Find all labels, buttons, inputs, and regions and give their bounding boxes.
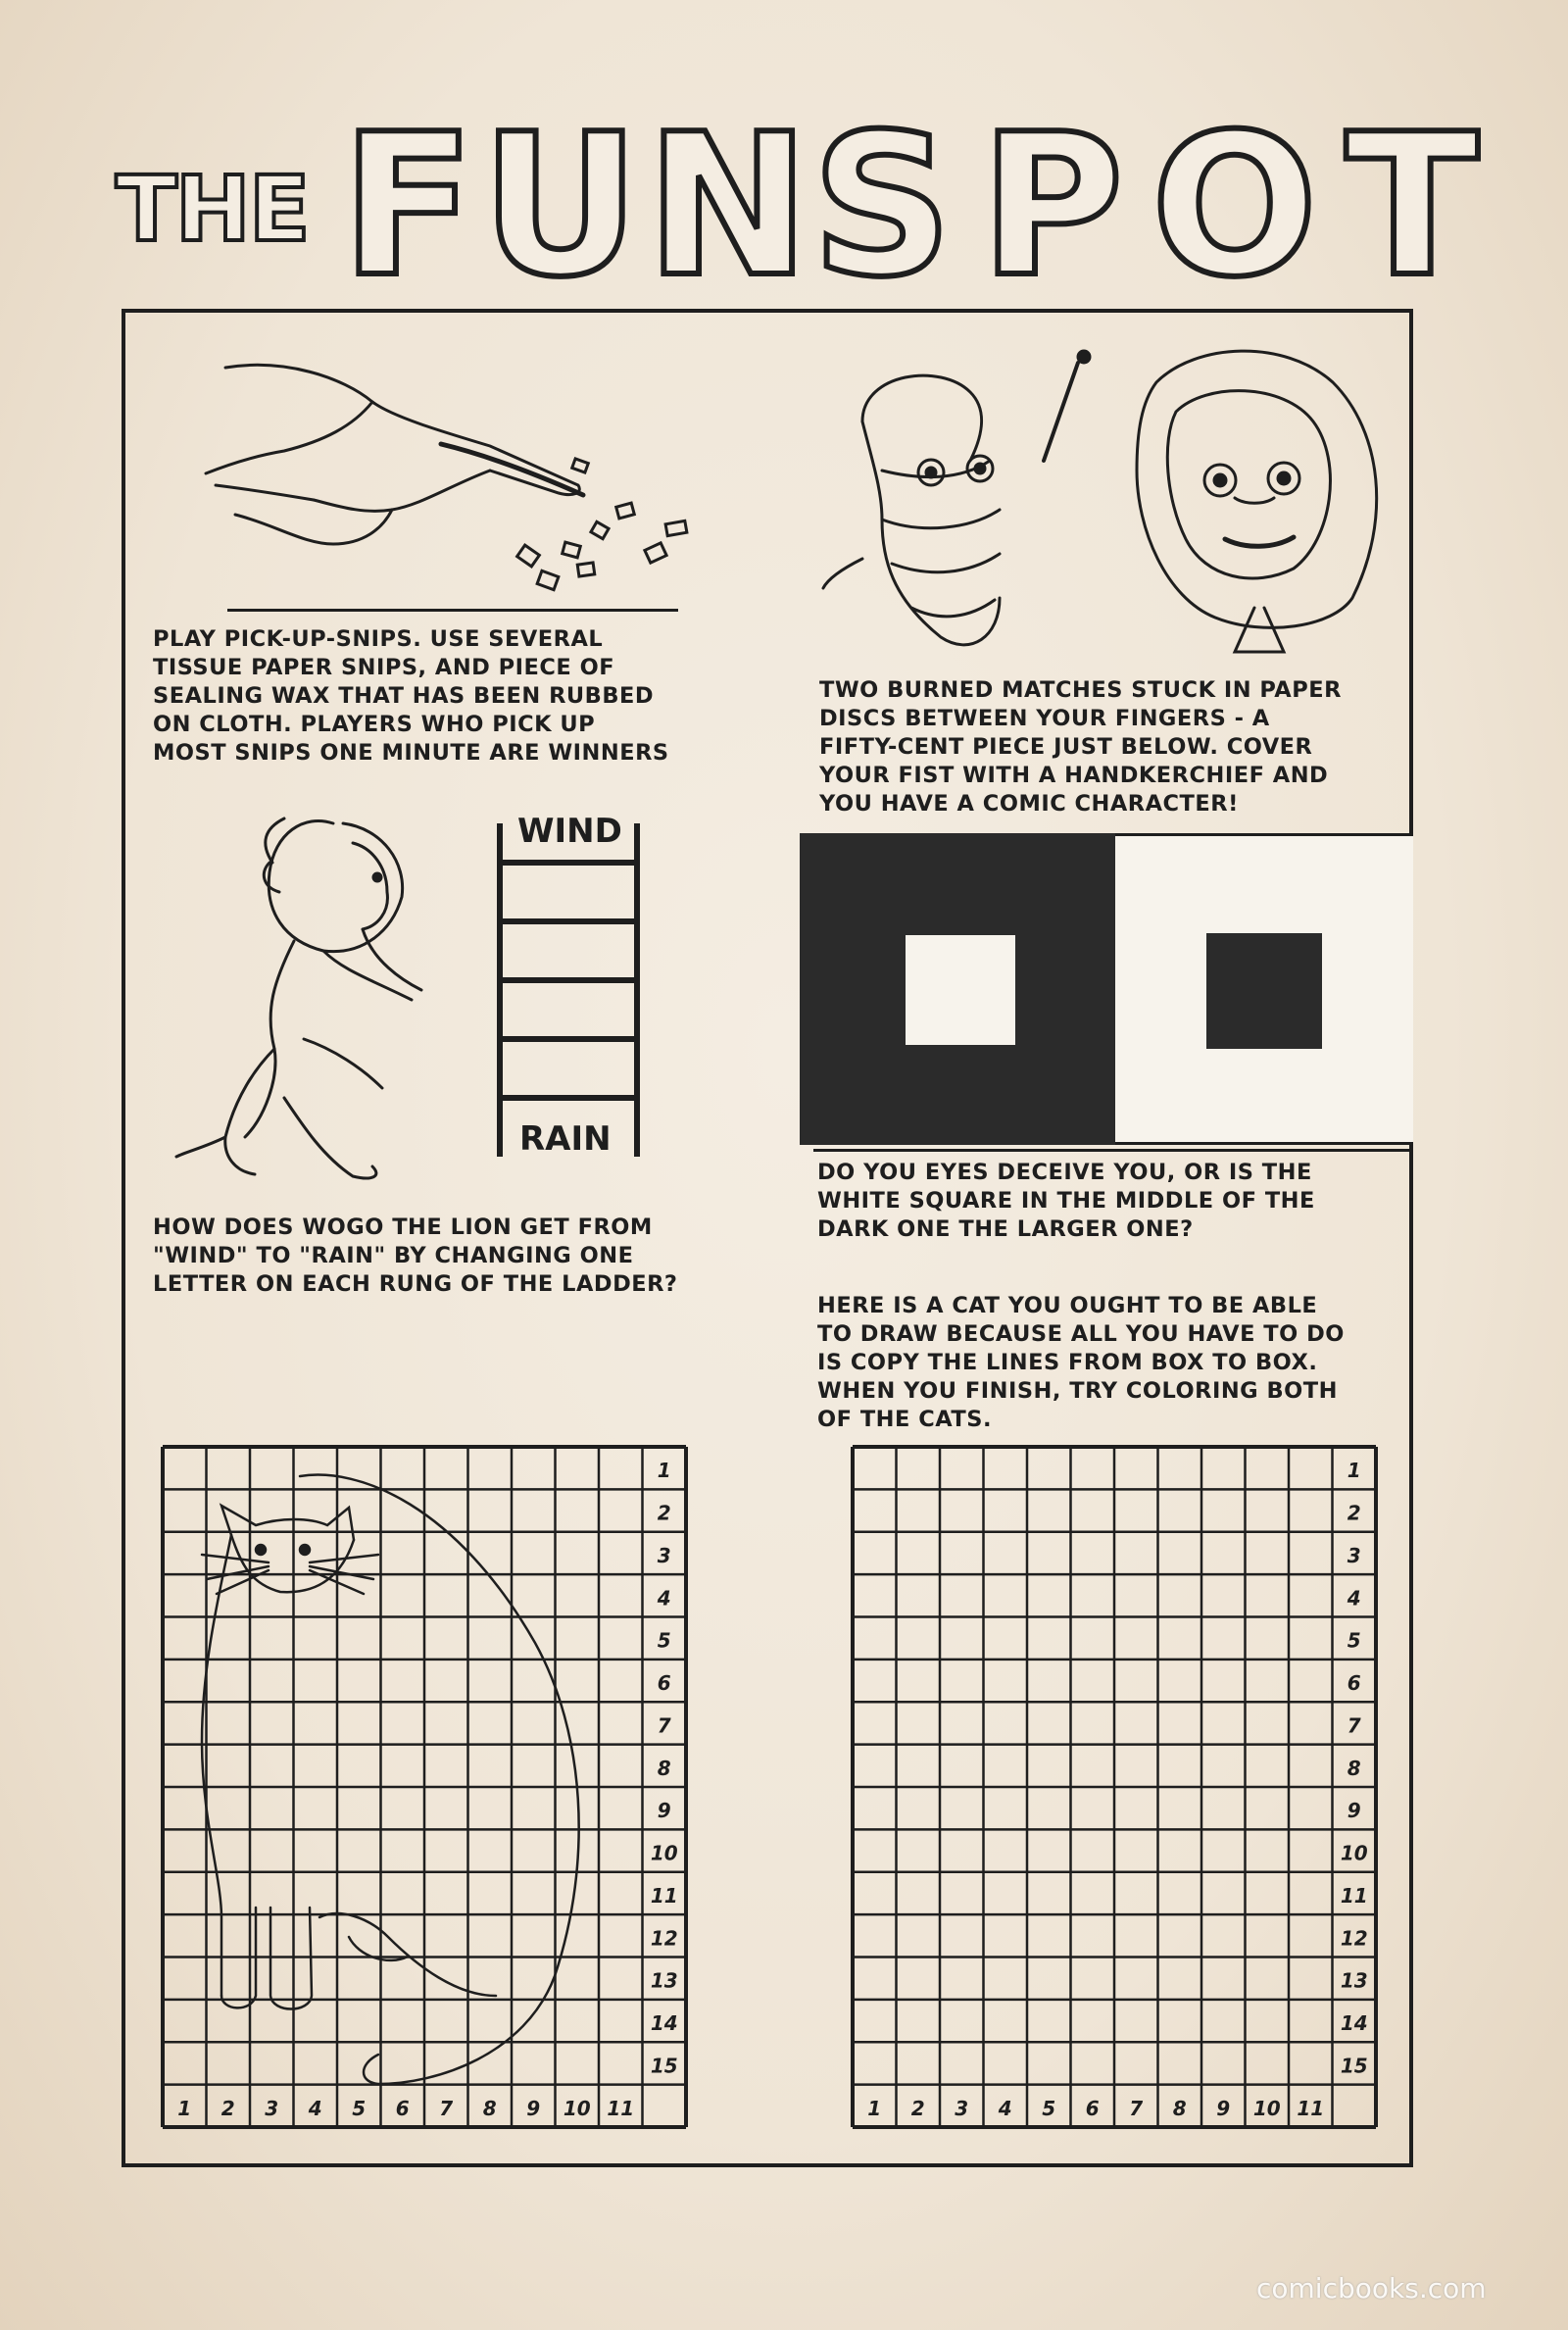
grid-column-number: 2 <box>220 2096 235 2120</box>
grid-row-number: 7 <box>657 1713 671 1738</box>
cat-drawing <box>202 1475 579 2084</box>
grid-column-number: 2 <box>910 2096 925 2120</box>
grid-row-number: 7 <box>1347 1713 1361 1738</box>
grid-column-number: 4 <box>998 2096 1012 2120</box>
ladder-word-rain: RAIN <box>519 1119 612 1159</box>
grid-row-number: 14 <box>650 2011 678 2036</box>
grid-column-number: 7 <box>1129 2096 1144 2120</box>
grid-row-number: 4 <box>1347 1586 1361 1611</box>
grid-row-number: 6 <box>1347 1671 1361 1696</box>
grid-column-number: 10 <box>1252 2096 1281 2120</box>
grid-row-number: 8 <box>1347 1756 1361 1780</box>
grid-row-number: 2 <box>657 1501 671 1525</box>
ladder-word-wind: WIND <box>517 812 622 851</box>
grid-row-number: 10 <box>650 1841 678 1865</box>
grid-column-number: 1 <box>867 2096 882 2120</box>
grid-row-number: 4 <box>657 1586 671 1611</box>
dark-panel <box>800 833 1115 1145</box>
grid-column-number: 3 <box>955 2096 969 2120</box>
grid-row-number: 9 <box>657 1799 671 1823</box>
fist-handkerchief-illustration <box>823 343 1411 667</box>
grid-column-number: 3 <box>265 2096 279 2120</box>
grid-column-number: 5 <box>1042 2096 1056 2120</box>
grid-row-number: 9 <box>1347 1799 1361 1823</box>
lion-caption: HOW DOES WOGO THE LION GET FROM "WIND" TO "RAIN" BY CHANGING ONE LETTER ON EACH RUNG OF THE LADDER? <box>153 1215 678 1297</box>
grid-row-number: 3 <box>657 1543 671 1567</box>
watermark: comicbooks.com <box>1256 2272 1487 2305</box>
cat-line <box>221 1506 354 1540</box>
dark-square <box>1206 933 1322 1049</box>
grid-row-number: 5 <box>657 1628 671 1653</box>
grid-row-number: 6 <box>657 1671 671 1696</box>
grid-row-number: 14 <box>1340 2011 1368 2036</box>
grid-column-number: 10 <box>563 2096 591 2120</box>
grid-column-number: 9 <box>1216 2096 1231 2120</box>
grid-column-number: 6 <box>395 2096 410 2120</box>
grid-row-number: 15 <box>1340 2054 1368 2078</box>
title-the: THE <box>116 157 309 262</box>
grid-column-number: 1 <box>177 2096 192 2120</box>
grid-column-number: 9 <box>526 2096 541 2120</box>
white-square <box>906 935 1015 1045</box>
grid-column-number: 4 <box>308 2096 322 2120</box>
cat-grid-right[interactable] <box>853 1447 1376 2127</box>
grid-row-number: 12 <box>650 1926 678 1951</box>
title-spot: SPOT <box>811 92 1507 321</box>
squares-caption: DO YOU EYES DECEIVE YOU, OR IS THE WHITE SQUARE IN THE MIDDLE OF THE DARK ONE THE LARGER ONE? <box>817 1160 1315 1242</box>
grid-column-number: 6 <box>1085 2096 1100 2120</box>
lion-illustration <box>176 804 500 1196</box>
grid-row-number: 2 <box>1347 1501 1361 1525</box>
ladder <box>490 823 647 1157</box>
hand-snips-illustration <box>196 358 706 593</box>
cat-eye <box>256 1545 266 1555</box>
grid-row-number: 3 <box>1347 1543 1361 1567</box>
divider-line <box>227 609 678 612</box>
grid-row-number: 13 <box>650 1968 678 1993</box>
grid-row-number: 8 <box>657 1756 671 1780</box>
grid-row-number: 12 <box>1340 1926 1368 1951</box>
grid-row-number: 11 <box>650 1883 678 1908</box>
grid-row-number: 1 <box>657 1459 671 1483</box>
grid-column-number: 5 <box>352 2096 367 2120</box>
grid-row-number: 11 <box>1340 1883 1368 1908</box>
cat-eye <box>300 1545 310 1555</box>
grid-column-number: 11 <box>1297 2096 1325 2120</box>
matches-caption: TWO BURNED MATCHES STUCK IN PAPER DISCS BETWEEN YOUR FINGERS - A FIFTY-CENT PIECE JUST BELOW. COVER YOUR FIST WITH A HANDKERCHIEF AND YOU HAVE A COMIC CHARACTER! <box>819 677 1342 817</box>
snips-caption: PLAY PICK-UP-SNIPS. USE SEVERAL TISSUE PAPER SNIPS, AND PIECE OF SEALING WAX THAT HAS BEEN RUBBED ON CLOTH. PLAYERS WHO PICK UP MOST SNIPS ONE MINUTE ARE WINNERS <box>153 626 669 766</box>
grid-column-number: 11 <box>607 2096 635 2120</box>
optical-illusion <box>800 833 1413 1145</box>
cat-caption: HERE IS A CAT YOU OUGHT TO BE ABLE TO DRAW BECAUSE ALL YOU HAVE TO DO IS COPY THE LINES FROM BOX TO BOX. WHEN YOU FINISH, TRY COLORING BOTH OF THE CATS. <box>817 1293 1345 1432</box>
divider-line <box>813 1149 1413 1152</box>
cat-line <box>319 1913 496 1996</box>
page-title <box>116 92 1507 321</box>
grid-column-number: 8 <box>482 2096 497 2120</box>
grid-column-number: 8 <box>1172 2096 1187 2120</box>
grid-row-number: 10 <box>1340 1841 1368 1865</box>
cat-grid-left <box>163 1447 686 2127</box>
grid-row-number: 1 <box>1347 1459 1361 1483</box>
grid-row-number: 15 <box>650 2054 678 2078</box>
title-fun: FUN <box>341 92 816 321</box>
grid-column-number: 7 <box>439 2096 454 2120</box>
grid-row-number: 13 <box>1340 1968 1368 1993</box>
grid-row-number: 5 <box>1347 1628 1361 1653</box>
